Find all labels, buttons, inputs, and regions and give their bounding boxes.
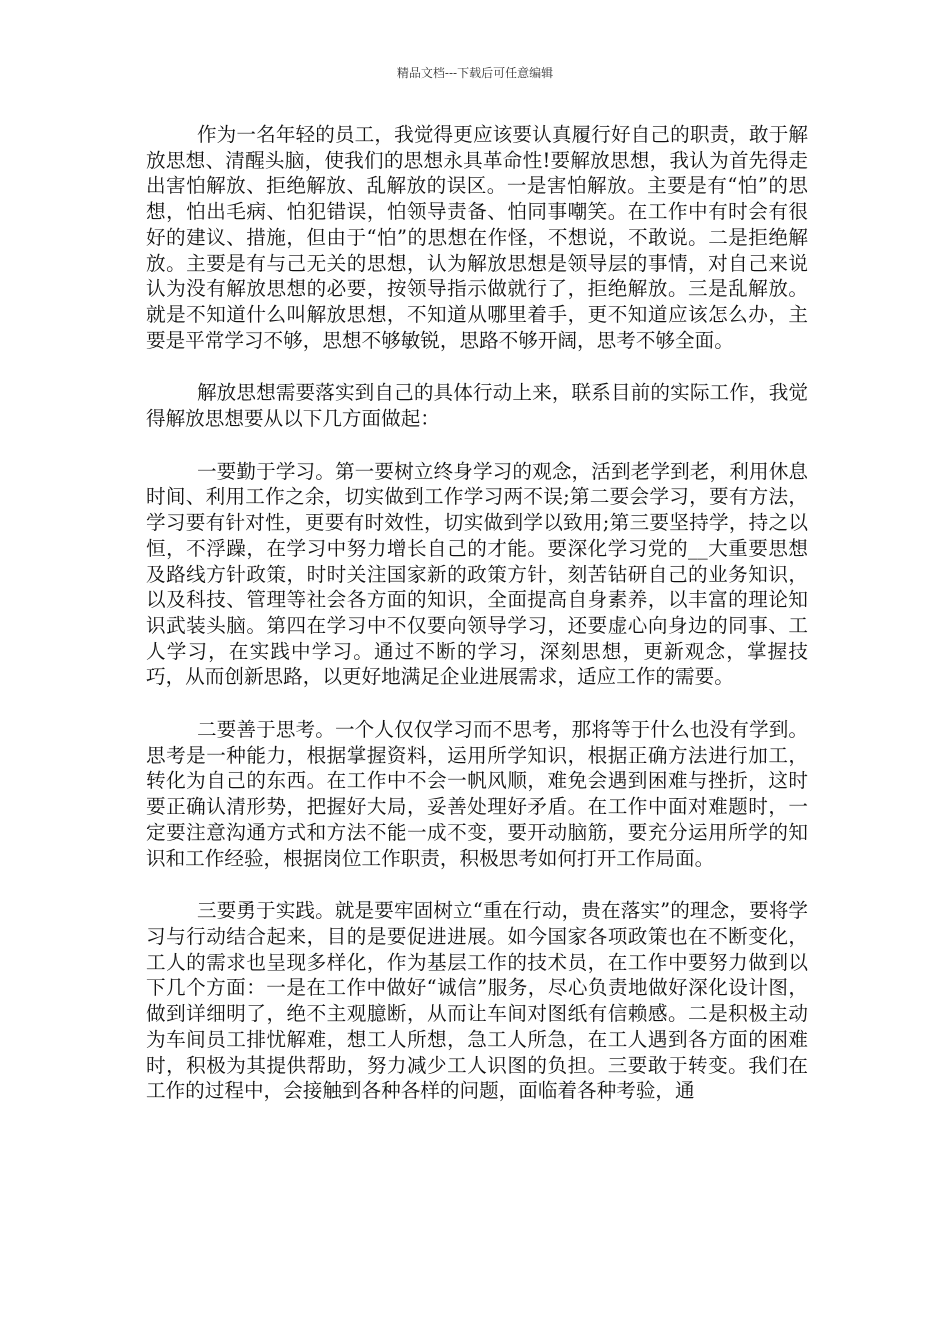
paragraph-practice: 三要勇于实践。就是要牢固树立“重在行动，贵在落实”的理念，要将学习与行动结合起来，目的是要促进进展。如今国家各项政策也在不断变化，工人的需求也呈现多样化，作为基层工作的技术员，在工作中要努力做到以下几个方面：一是在工作中做好“诚信”服务，尽心负责地做好深化设计图，做到详细明了，绝不主观臆断，从而让车间对图纸有信赖感。二是积极主动为车间员工排忧解难，想工人所想，急工人所急，在工人遇到各方面的困难时，积极为其提供帮助，努力减少工人识图的负担。三要敢于转变。我们在工作的过程中，会接触到各种各样的问题，面临着各种考验，通 bbox=[146, 899, 808, 1103]
paragraph-transition: 解放思想需要落实到自己的具体行动上来，联系目前的实际工作，我觉得解放思想要从以下几方面做起： bbox=[146, 381, 808, 431]
paragraph-intro: 作为一名年轻的员工，我觉得更应该要认真履行好自己的职责，敢于解放思想、清醒头脑，使我们的思想永具革命性!要解放思想，我认为首先得走出害怕解放、拒绝解放、乱解放的误区。一是害怕解放。主要是有“怕”的思想，怕出毛病、怕犯错误，怕领导责备、怕同事嘲笑。在工作中有时会有很好的建议、措施，但由于“怕”的思想在作怪，不想说，不敢说。二是拒绝解放。主要是有与己无关的思想，认为解放思想是领导层的事情，对自己来说认为没有解放思想的必要，按领导指示做就行了，拒绝解放。三是乱解放。就是不知道什么叫解放思想，不知道从哪里着手，更不知道应该怎么办，主要是平常学习不够，思想不够敏锐，思路不够开阔，思考不够全面。 bbox=[146, 123, 808, 352]
document-body bbox=[146, 122, 808, 1104]
paragraph-study: 一要勤于学习。第一要树立终身学习的观念，活到老学到老，利用休息时间、利用工作之余，切实做到工作学习两不误;第二要会学习，要有方法，学习要有针对性，更要有时效性，切实做到学以致用;第三要坚持学，持之以恒，不浮躁，在学习中努力增长自己的才能。要深化学习党的__大重要思想及路线方针政策，时时关注国家新的政策方针，刻苦钻研自己的业务知识，以及科技、管理等社会各方面的知识，全面提高自身素养，以丰富的理论知识武装头脑。第四在学习中不仅要向领导学习，还要虚心向身边的同事、工人学习，在实践中学习。通过不断的学习，深刻思想，更新观念，掌握技巧，从而创新思路，以更好地满足企业进展需求，适应工作的需要。 bbox=[146, 459, 808, 689]
paragraph-think: 二要善于思考。一个人仅仅学习而不思考，那将等于什么也没有学到。思考是一种能力，根据掌握资料，运用所学知识，根据正确方法进行加工，转化为自己的东西。在工作中不会一帆风顺，难免会遇到困难与挫折，这时要正确认清形势，把握好大局，妥善处理好矛盾。在工作中面对难题时，一定要注意沟通方式和方法不能一成不变，要开动脑筋，要充分运用所学的知识和工作经验，根据岗位工作职责，积极思考如何打开工作局面。 bbox=[146, 718, 808, 870]
page-header: 精品文档---下载后可任意编辑 bbox=[396, 66, 554, 80]
